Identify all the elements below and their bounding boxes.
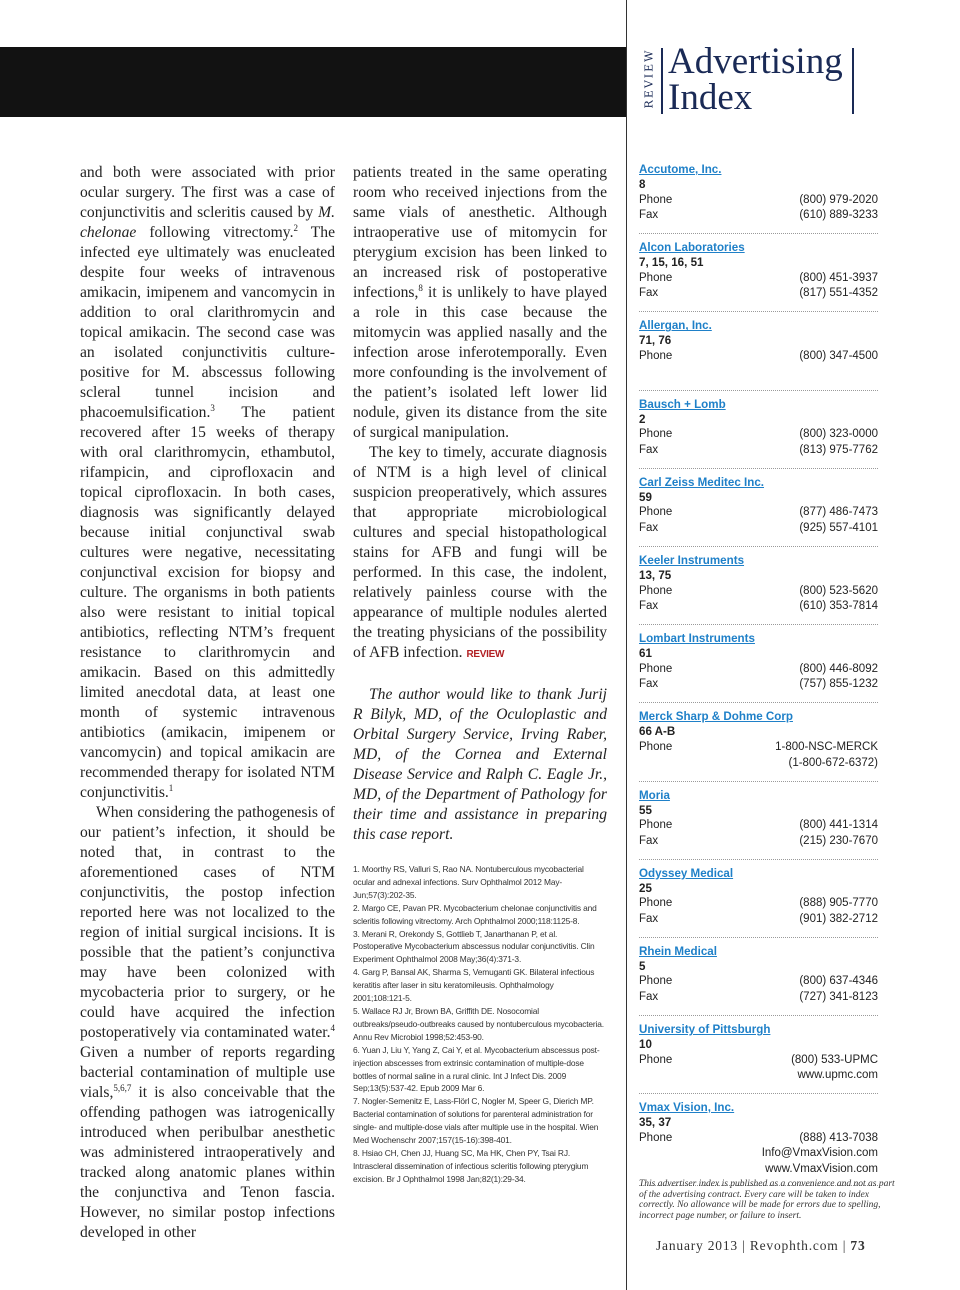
- advertiser-contact-line: [639, 990, 878, 1006]
- review-vertical-label: REVIEW: [642, 48, 656, 109]
- contact-value: (800) 441-1314: [799, 819, 878, 832]
- advertiser-name-link[interactable]: Carl Zeiss Meditec Inc.: [639, 475, 765, 489]
- contact-label: Fax: [639, 991, 659, 1004]
- advertiser-pages: 5: [639, 959, 646, 973]
- article-paragraph: The key to timely, accurate diagnosis of NTM is a high level of clinical suspicion preoperatively, which assures that appropriate microbiological cultures and special histopathological stains for AFB and fungi will be performed. In this case, the indolent, relatively painless course with the appearance of multiple nodules alerted the treating physicians of the possibility of AFB infection. REVIEW: [353, 444, 607, 661]
- contact-label: Phone: [639, 428, 673, 441]
- advertiser-name-link[interactable]: Bausch + Lomb: [639, 397, 726, 411]
- advertiser-pages: 25: [639, 881, 652, 895]
- contact-value: (877) 486-7473: [799, 506, 878, 519]
- advertiser-contact-line: [639, 896, 878, 912]
- advertiser-name-link[interactable]: Alcon Laboratories: [639, 241, 745, 255]
- advertiser-pages: 35, 37: [639, 1116, 672, 1130]
- page-title: [668, 41, 843, 118]
- advertiser-extra-line: Info@VmaxVision.com: [761, 1147, 878, 1160]
- advertiser-contact-line: [639, 677, 878, 693]
- advertiser-name-link[interactable]: Odyssey Medical: [639, 866, 734, 880]
- contact-label: Phone: [639, 819, 673, 832]
- advertiser-entry: [639, 631, 878, 709]
- page-title-line1: Advertising: [668, 41, 843, 82]
- contact-value: (800) 323-0000: [799, 428, 878, 441]
- advertiser-contact-line: [639, 208, 878, 224]
- contact-label: Fax: [639, 912, 659, 925]
- advertiser-contact-line: [639, 740, 878, 756]
- reference-item: 6. Yuan J, Liu Y, Yang Z, Cai Y, et al. Mycobacterium abscessus post-injection abscesses from extrinsic contamination of multiple-dose bottles of normal saline in a rural clinic. Int J Infect Dis. 2009 Sep;13(5):537-42. Epub 2009 Mar 6.: [353, 1044, 600, 1094]
- contact-value: (813) 975-7762: [799, 443, 878, 456]
- advertiser-entry: [639, 240, 878, 318]
- dotted-separator: [639, 937, 878, 938]
- contact-value: (888) 413-7038: [799, 1131, 878, 1144]
- contact-value: (888) 905-7770: [799, 897, 878, 910]
- contact-label: Phone: [639, 975, 673, 988]
- advertiser-entry: [639, 397, 878, 475]
- dotted-separator: [639, 468, 878, 469]
- advertiser-pages: 2: [639, 412, 646, 426]
- contact-label: Phone: [639, 271, 673, 284]
- advertiser-entry: [639, 709, 878, 787]
- dotted-separator: [639, 390, 878, 391]
- contact-label: Phone: [639, 584, 673, 597]
- review-end-tag: REVIEW: [466, 649, 505, 660]
- article-column-2: [353, 163, 607, 1186]
- dotted-separator: [639, 233, 878, 234]
- advertiser-name-link[interactable]: Merck Sharp & Dohme Corp: [639, 710, 793, 724]
- advertiser-name-link[interactable]: Moria: [639, 788, 670, 802]
- advertiser-pages: 8: [639, 178, 646, 191]
- advertiser-entry: [639, 1100, 878, 1182]
- advertiser-contact-line: [639, 599, 878, 615]
- contact-label: Phone: [639, 740, 673, 753]
- advertiser-name-link[interactable]: Vmax Vision, Inc.: [639, 1101, 735, 1115]
- advertiser-contact-line: [639, 443, 878, 459]
- contact-value: (901) 382-2712: [799, 912, 878, 925]
- reference-item: 4. Garg P, Bansal AK, Sharma S, Vemuganti GK. Bilateral infectious keratitis after laser in situ keratomileusis. Ophthalmology 2001;108:121-5.: [353, 967, 595, 1004]
- contact-value: (800) 637-4346: [799, 975, 878, 988]
- contact-value: (800) 446-8092: [799, 662, 878, 675]
- advertiser-contact-line: [639, 1053, 878, 1069]
- advertiser-entry: [639, 162, 878, 240]
- contact-value: (800) 979-2020: [799, 193, 878, 206]
- page-footer: January 2013 | Revophth.com | 73: [656, 1238, 866, 1253]
- advertiser-entry: [639, 866, 878, 944]
- contact-label: Fax: [639, 600, 659, 613]
- contact-value: (757) 855-1232: [799, 678, 878, 691]
- advertiser-contact-line: [639, 349, 878, 365]
- advertiser-contact-line: [639, 912, 878, 928]
- contact-value: (215) 230-7670: [799, 834, 878, 847]
- contact-value: (800) 347-4500: [799, 349, 878, 362]
- contact-label: Fax: [639, 834, 659, 847]
- advertiser-pages: 61: [639, 647, 652, 661]
- footer-site: Revophth.com: [749, 1238, 839, 1253]
- advertiser-contact-line: [639, 1131, 878, 1147]
- advertiser-name-link[interactable]: Lombart Instruments: [639, 632, 755, 646]
- advertiser-contact-line: [639, 974, 878, 990]
- contact-label: Phone: [639, 349, 673, 362]
- reference-item: 3. Merani R, Orekondy S, Gottlieb T, Janarthanan P, et al. Postoperative Mycobacterium abscessus nodular conjunctivitis. Clin Experiment Ophthalmol 2008 May;36(4):371-3.: [353, 928, 595, 965]
- advertiser-name-link[interactable]: Allergan, Inc.: [639, 319, 712, 333]
- reference-item: 2. Margo CE, Pavan PR. Mycobacterium chelonae conjunctivitis and scleritis following vitrectomy. Arch Ophthalmol 2000;118:1125-8.: [353, 902, 597, 926]
- dotted-separator: [639, 702, 878, 703]
- header-rule-right: [852, 48, 854, 114]
- dotted-separator: [639, 859, 878, 860]
- advertiser-contact-line: [639, 193, 878, 209]
- contact-label: Phone: [639, 897, 673, 910]
- advertiser-pages: 13, 75: [639, 568, 672, 582]
- page-number: 73: [850, 1238, 866, 1253]
- dotted-separator: [639, 1015, 878, 1016]
- advertiser-entry: [639, 788, 878, 866]
- contact-label: Phone: [639, 662, 673, 675]
- contact-label: Fax: [639, 209, 659, 222]
- article-paragraph: patients treated in the same operating room who received injections from the same vials of anesthetic. Although intraoperative use of mitomycin for pterygium excision has been linked to an increased risk of postoperative infections,$^8$ it is unlikely to have played a role in this case because the mitomycin was applied nasally and the infection arose inferotemporally. Even more confounding is the involvement of the patient’s isolated left lower lid nodule, given its distance from the site of surgical manipulation.: [353, 164, 607, 441]
- advertiser-contact-line: [639, 505, 878, 521]
- reference-item: 5. Wallace RJ Jr, Brown BA, Griffith DE. Nosocomial outbreaks/pseudo-outbreaks caused by nontuberculous mycobacteria. Annu Rev Microbiol 1998;52:453-90.: [353, 1005, 604, 1042]
- contact-label: Phone: [639, 1131, 673, 1144]
- advertiser-pages: 55: [639, 803, 652, 817]
- contact-label: Fax: [639, 287, 659, 300]
- advertiser-entry: [639, 944, 878, 1022]
- contact-value: (925) 557-4101: [799, 521, 878, 534]
- contact-label: Phone: [639, 193, 673, 206]
- reference-item: 7. Nogler-Semenitz E, Lass-Flörl C, Nogler M, Speer G, Dierich MP. Bacterial contamination of solutions for parenteral administration for single- and multiple-dose vials after multiple use in the hospital. Wien Med Wochenschr 2007;157(15-16):398-401.: [353, 1096, 599, 1146]
- advertiser-pages: 10: [639, 1038, 652, 1052]
- advertiser-contact-line: [639, 834, 878, 850]
- contact-label: Fax: [639, 678, 659, 691]
- contact-value: 1-800-NSC-MERCK: [775, 740, 878, 753]
- reference-item: 1. Moorthy RS, Valluri S, Rao NA. Nontuberculous mycobacterial ocular and adnexal infections. Surv Ophthalmol 2012 May-Jun;57(3):202-35.: [353, 864, 584, 900]
- advertiser-contact-line: [639, 286, 878, 302]
- reference-item: 8. Hsiao CH, Chen JJ, Huang SC, Ma HK, Chen PY, Tsai RJ. Intrascleral dissemination of infectious scleritis following pterygium excision. Br J Ophthalmol 1998 Jan;82(1):29-34.: [353, 1147, 589, 1184]
- article-column-1: [80, 163, 335, 1243]
- contact-label: Phone: [639, 1053, 673, 1066]
- page-title-line2: Index: [668, 77, 753, 118]
- advertiser-pages: 71, 76: [639, 334, 672, 348]
- contact-value: (817) 551-4352: [799, 287, 878, 300]
- advertiser-contact-line: [639, 818, 878, 834]
- references-list: [353, 863, 607, 1186]
- dotted-separator: [639, 624, 878, 625]
- advertiser-extra-line: (1-800-672-6372): [788, 756, 878, 769]
- advertiser-contact-line: [639, 584, 878, 600]
- header-rule-left: [661, 48, 663, 114]
- article-paragraph: When considering the pathogenesis of our patient’s infection, it should be noted that, in contrast to the aforementioned cases of NTM conjunctivitis, the postop infection reported here was not localized to the region of initial surgical incisions. It is possible that the patient’s conjunctiva may have been colonized with mycobacteria prior to surgery, or he could have acquired the infection postoperatively via contaminated water.$^4$ Given a number of reports regarding bacterial contamination of multiple use vials,$^{5,6,7}$ it is also conceivable that the offending pathogen was iatrogenically introduced when peribulbar anesthetic was administered intraoperatively and tracked along anatomic planes within the conjunctiva and Tenon fascia. However, no similar postop infections developed in other: [80, 804, 335, 1241]
- contact-value: (800) 523-5620: [799, 584, 878, 597]
- advertiser-contact-line: [639, 521, 878, 537]
- advertiser-contact-line: [639, 427, 878, 443]
- advertiser-index-list: [639, 162, 878, 1182]
- header-black-band: [0, 47, 626, 117]
- advertiser-entry: [639, 475, 878, 553]
- contact-value: (727) 341-8123: [799, 991, 878, 1004]
- contact-value: (610) 889-3233: [799, 209, 878, 222]
- dotted-separator: [639, 781, 878, 782]
- advertiser-name-link[interactable]: Keeler Instruments: [639, 553, 745, 567]
- advertiser-contact-line: [639, 271, 878, 287]
- advertiser-contact-line: [639, 662, 878, 678]
- advertiser-extra-line: www.upmc.com: [797, 1069, 878, 1082]
- advertiser-extra-line: www.VmaxVision.com: [765, 1163, 878, 1176]
- footer-date: January 2013: [656, 1238, 738, 1253]
- advertiser-name-link[interactable]: University of Pittsburgh: [639, 1023, 771, 1037]
- advertiser-entry: [639, 1022, 878, 1100]
- advertiser-name-link[interactable]: Accutome, Inc.: [639, 163, 722, 176]
- advertiser-disclaimer: This advertiser index is published as a convenience and not as part of the advertising contract. Every care will be taken to index correctly. No allowance will be made for errors due to spelling, incorrect page number, or failure to insert.: [639, 1179, 895, 1221]
- contact-label: Fax: [639, 521, 659, 534]
- article-paragraph: and both were associated with prior ocular surgery. The first was a case of conjunctivitis and scleritis caused by M. chelonae following vitrectomy.$^2$ The infected eye ultimately was enucleated despite four weeks of intravenous amikacin, imipenem and vancomycin in addition to oral clarithromycin and topical amikacin. The second case was an isolated conjunctivitis culture-positive for M. abscessus following scleral tunnel incision and phacoemulsification.$^3$ The patient recovered after 15 weeks of therapy with oral clarithromycin, ethambutol, rifampicin, and ciprofloxacin and topical ciprofloxacin. In both cases, diagnosis was significantly delayed because initial conjunctival swab cultures were negative, necessitating conjunctival excision for biopsy and culture. The organisms in both patients also were resistant to initial topical antibiotics, reflecting NTM’s frequent resistance to clarithromycin and amikacin. Based on this admittedly limited anecdotal data, at least one month of systemic intravenous antibiotics (amikacin, imipenem or vancomycin) and topical amikacin are recommended therapy for isolated NTM conjunctivitis.$^1$: [80, 164, 335, 801]
- dotted-separator: [639, 1093, 878, 1094]
- contact-value: (800) 451-3937: [799, 271, 878, 284]
- contact-value: (610) 353-7814: [799, 600, 878, 613]
- acknowledgment: The author would like to thank Jurij R Bilyk, MD, of the Oculoplastic and Orbital Surgery Service, Irving Raber, MD, of the Cornea and External Disease Service and Ralph C. Eagle Jr., MD, of the Department of Pathology for their time and assistance in preparing this case report.: [353, 686, 607, 843]
- advertiser-name-link[interactable]: Rhein Medical: [639, 944, 717, 958]
- contact-label: Phone: [639, 506, 673, 519]
- advertiser-entry: [639, 318, 878, 396]
- contact-label: Fax: [639, 443, 659, 456]
- advertiser-pages: 7, 15, 16, 51: [639, 256, 704, 270]
- advertiser-pages: 59: [639, 490, 652, 504]
- advertiser-entry: [639, 553, 878, 631]
- advertiser-pages: 66 A-B: [639, 725, 676, 739]
- dotted-separator: [639, 546, 878, 547]
- contact-value: (800) 533-UPMC: [791, 1053, 878, 1066]
- dotted-separator: [639, 311, 878, 312]
- column-divider: [626, 0, 627, 1290]
